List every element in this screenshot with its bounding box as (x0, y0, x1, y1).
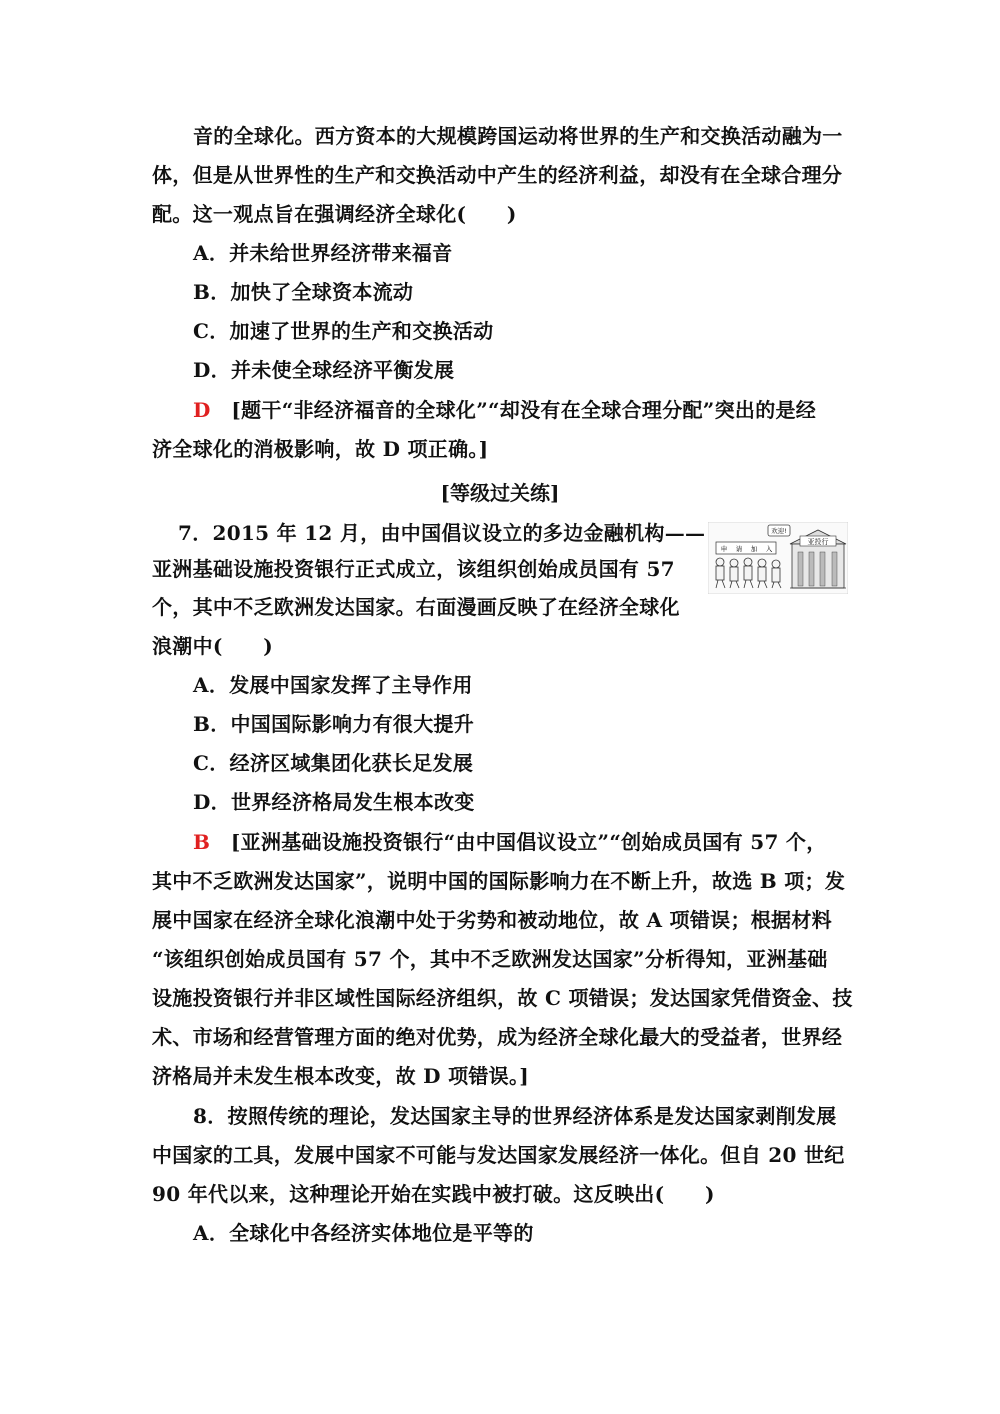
q8-stem-line-1: 8．按照传统的理论，发达国家主导的世界经济体系是发达国家剥削发展 (193, 1104, 837, 1128)
q8-stem-line-2: 中国家的工具，发展中国家不可能与发达国家发展经济一体化。但自 20 世纪 (152, 1143, 845, 1167)
cartoon-bank-sign: 亚投行 (807, 538, 829, 546)
q7-explanation-line-3: 展中国家在经济全球化浪潮中处于劣势和被动地位，故 A 项错误；根据材料 (152, 908, 832, 932)
q6-stem-line-1: 音的全球化。西方资本的大规模跨国运动将世界的生产和交换活动融为一 (193, 124, 843, 148)
aiib-cartoon-illustration (708, 522, 848, 594)
q6-stem-line-3: 配。这一观点旨在强调经济全球化( ) (152, 202, 517, 226)
cartoon-banner-char-4: 入 (765, 545, 773, 553)
q7-stem-line-1: 7．2015 年 12 月，由中国倡议设立的多边金融机构—— (178, 521, 706, 545)
cartoon-banner-char-2: 请 (735, 545, 743, 553)
q6-option-a: A．并未给世界经济带来福音 (193, 241, 453, 265)
q7-explanation-line-6: 术、市场和经营管理方面的绝对优势，成为经济全球化最大的受益者，世界经 (152, 1025, 843, 1049)
q6-option-c: C．加速了世界的生产和交换活动 (193, 319, 494, 343)
q6-stem-line-2: 体，但是从世界性的生产和交换活动中产生的经济利益，却没有在全球合理分 (152, 163, 843, 187)
q7-stem-line-3: 个，其中不乏欧洲发达国家。右面漫画反映了在经济全球化 (152, 595, 680, 619)
q6-option-b: B．加快了全球资本流动 (193, 280, 414, 304)
q7-stem-line-4: 浪潮中( ) (152, 634, 274, 658)
q8-option-a: A．全球化中各经济实体地位是平等的 (193, 1221, 534, 1245)
q6-option-d: D．并未使全球经济平衡发展 (193, 358, 455, 382)
q6-answer: D (193, 398, 211, 422)
q7-option-a: A．发展中国家发挥了主导作用 (193, 673, 473, 697)
q7-explanation-line-4: “该组织创始成员国有 57 个，其中不乏欧洲发达国家”分析得知，亚洲基础 (152, 947, 828, 971)
cartoon-banner-char-1: 申 (720, 545, 728, 553)
q7-answer-line (193, 829, 827, 855)
q6-answer-line (193, 397, 816, 423)
q7-explanation-line-1: [亚洲基础设施投资银行“由中国倡议设立”“创始成员国有 57 个， (230, 830, 827, 854)
q8-stem-line-3: 90 年代以来，这种理论开始在实践中被打破。这反映出( ) (152, 1182, 715, 1206)
q6-explanation-line-1: [题干“非经济福音的全球化”“却没有在全球合理分配”突出的是经 (231, 398, 817, 422)
cartoon-bubble-text: 欢迎! (771, 527, 787, 535)
q7-option-b: B．中国国际影响力有很大提升 (193, 712, 475, 736)
section-title: [等级过关练] (440, 481, 560, 505)
cartoon-banner-char-3: 加 (750, 545, 758, 553)
q6-explanation-line-2: 济全球化的消极影响，故 D 项正确。] (152, 437, 489, 461)
q7-explanation-line-7: 济格局并未发生根本改变，故 D 项错误。] (152, 1064, 530, 1088)
q7-option-c: C．经济区域集团化获长足发展 (193, 751, 474, 775)
q7-explanation-line-2: 其中不乏欧洲发达国家”，说明中国的国际影响力在不断上升，故选 B 项；发 (152, 869, 846, 893)
q7-explanation-line-5: 设施投资银行并非区域性国际经济组织，故 C 项错误；发达国家凭借资金、技 (152, 986, 853, 1010)
q7-option-d: D．世界经济格局发生根本改变 (193, 790, 475, 814)
q7-answer: B (193, 830, 211, 854)
q7-stem-line-2: 亚洲基础设施投资银行正式成立，该组织创始成员国有 57 (152, 557, 675, 581)
